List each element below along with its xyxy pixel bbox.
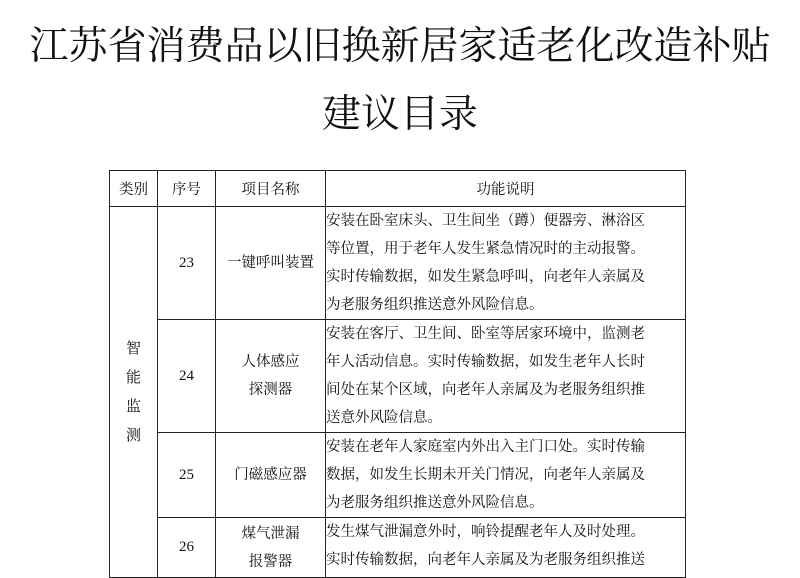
row-description xyxy=(326,433,686,518)
row-description xyxy=(326,320,686,433)
category-cell xyxy=(110,207,158,578)
row-item-name xyxy=(216,433,326,518)
row-description xyxy=(326,518,686,578)
table-row xyxy=(110,320,686,433)
document-title-line-2: 建议目录 xyxy=(321,92,478,137)
item-name-line: 一键呼叫装置 xyxy=(227,255,314,271)
item-name-line: 煤气泄漏 xyxy=(241,525,300,542)
row-number: 26 xyxy=(158,518,216,578)
item-name-line: 报警器 xyxy=(248,553,293,570)
description-line: 安装在客厅、卫生间、卧室等居家环境中，监测老 xyxy=(326,326,645,342)
category-char: 能 xyxy=(125,368,141,386)
row-item-name xyxy=(216,320,326,433)
header-number: 序号 xyxy=(158,171,216,207)
description-line: 发生煤气泄漏意外时，响铃提醒老年人及时处理。 xyxy=(326,524,645,540)
row-description xyxy=(326,207,686,320)
item-name-line: 门磁感应器 xyxy=(234,467,307,483)
row-item-name xyxy=(216,518,326,578)
table-header-row xyxy=(110,171,686,207)
description-line: 等位置，用于老年人发生紧急情况时的主动报警。 xyxy=(326,241,645,257)
row-number: 25 xyxy=(158,433,216,518)
row-number: 23 xyxy=(158,207,216,320)
header-category: 类别 xyxy=(110,171,158,207)
catalog-table xyxy=(109,170,686,578)
description-line: 安装在卧室床头、卫生间坐（蹲）便器旁、淋浴区 xyxy=(326,213,645,229)
item-name-line: 探测器 xyxy=(248,382,293,398)
description-line: 送意外风险信息。 xyxy=(326,410,442,426)
description-line: 实时传输数据，如发生紧急呼叫，向老年人亲属及 xyxy=(326,269,645,285)
description-line: 为老服务组织推送意外风险信息。 xyxy=(326,297,544,313)
description-line: 安装在老年人家庭室内外出入主门口处。实时传输 xyxy=(326,439,645,455)
row-item-name xyxy=(216,207,326,320)
description-line: 数据，如发生长期未开关门情况，向老年人亲属及 xyxy=(326,467,645,483)
header-item-name: 项目名称 xyxy=(216,171,326,207)
table-row xyxy=(110,433,686,518)
description-line: 间处在某个区域，向老年人亲属及为老服务组织推 xyxy=(326,382,645,398)
table-row xyxy=(110,518,686,578)
description-line: 为老服务组织推送意外风险信息。 xyxy=(326,495,544,511)
category-char: 监 xyxy=(125,397,141,415)
description-line: 实时传输数据，向老年人亲属及为老服务组织推送 xyxy=(326,552,645,568)
category-char: 智 xyxy=(125,339,141,357)
header-function: 功能说明 xyxy=(326,171,686,207)
document-title-line-1: 江苏省消费品以旧换新居家适老化改造补贴 xyxy=(29,24,771,69)
row-number: 24 xyxy=(158,320,216,433)
category-char: 测 xyxy=(125,426,141,444)
item-name-line: 人体感应 xyxy=(241,354,300,370)
description-line: 年人活动信息。实时传输数据，如发生老年人长时 xyxy=(326,354,645,370)
table-row xyxy=(110,207,686,320)
